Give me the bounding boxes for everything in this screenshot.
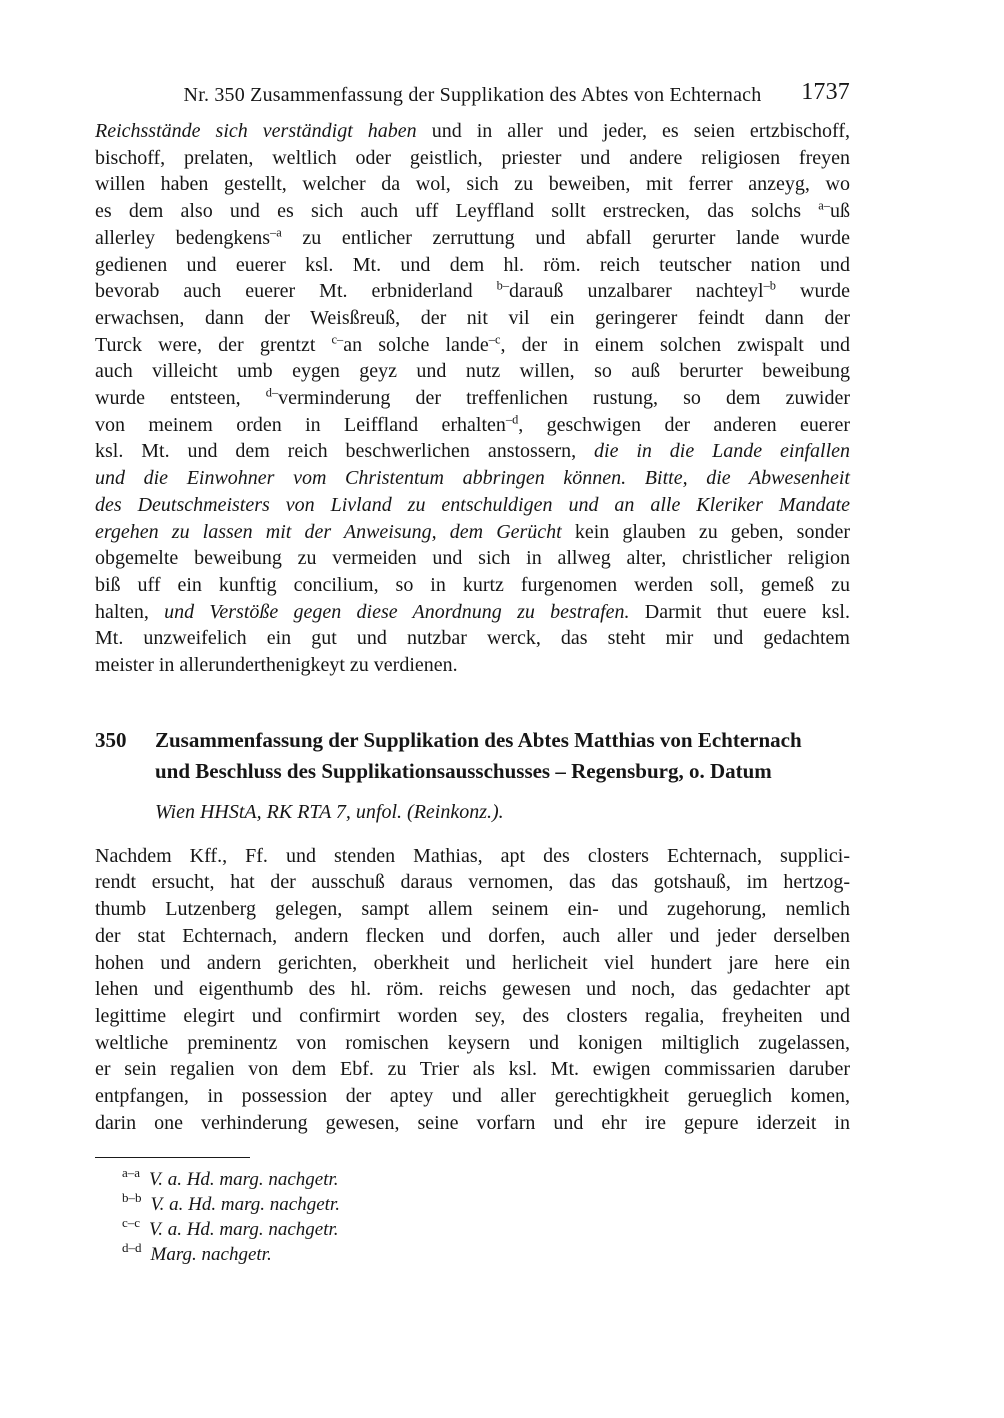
- text-run: verminderung der treffenlichen rustung, so dem zuwider: [278, 387, 850, 410]
- footnote-reference-marker: d–: [265, 385, 279, 400]
- text-line: [95, 1110, 850, 1137]
- text-column: [95, 79, 851, 1267]
- text-run: und in aller und jeder, es seien ertzbischoff,: [416, 120, 850, 142]
- text-run: ksl. Mt. und dem reich beschwerlichen anstossern,: [95, 440, 595, 463]
- text-run: Darmit thut euere ksl.: [629, 600, 850, 623]
- entry-title-line: Zusammenfassung der Supplikation des Abtes Matthias von Echternach: [155, 727, 802, 752]
- running-head: [95, 79, 850, 108]
- footnote-text: V. a. Hd. marg. nachgetr.: [150, 1193, 340, 1215]
- footnote-item: [95, 1242, 850, 1267]
- footnote-reference-marker: c–: [331, 331, 344, 346]
- text-line: [95, 118, 850, 145]
- text-run: , der in einem solchen zwispalt und: [500, 333, 850, 356]
- text-line: [95, 869, 850, 896]
- text-run: an solche lande: [343, 333, 489, 356]
- text-line: [95, 1030, 850, 1057]
- footnote-list: [95, 1167, 850, 1267]
- running-title: Nr. 350 Zusammenfassung der Supplikation des Abtes von Echternach: [183, 84, 762, 106]
- text-run: Mt. unzweifelich ein gut und nutzbar werck, das steht mir und gedachtem: [95, 627, 850, 650]
- footnote-reference-marker: –d: [505, 412, 519, 427]
- text-run: darauß unzalbarer nachteyl: [509, 280, 764, 303]
- footnote-marker: d–d: [122, 1240, 142, 1256]
- text-run: kein glauben zu geben, sonder: [561, 520, 850, 543]
- text-line: [95, 1003, 850, 1030]
- text-line: [95, 465, 850, 492]
- text-line: [95, 305, 850, 332]
- text-line: [95, 843, 850, 870]
- text-run: ergehen zu lassen mit der Anweisung, dem Gerücht: [95, 520, 562, 543]
- footnote-reference-marker: a–: [818, 198, 830, 213]
- footnote-marker: b–b: [122, 1190, 142, 1206]
- text-run: bischoff, prelaten, weltlich oder geistlich, priester und andere religiosen freyen: [95, 146, 850, 169]
- text-run: es dem also und es sich auch uff Leyffland sollt erstrecken, das solchs: [95, 200, 819, 223]
- text-run: halten,: [95, 600, 165, 623]
- entry-title: [155, 725, 850, 787]
- text-line: [95, 171, 850, 198]
- text-run: Nachdem Kff., Ff. und stenden Mathias, apt des closters Echternach, supplici-: [95, 844, 850, 867]
- text-line: [95, 412, 850, 439]
- text-line: [95, 1056, 850, 1083]
- footnote-marker: a–a: [122, 1165, 141, 1181]
- text-line: [95, 923, 850, 950]
- text-run: er sein regalien von dem Ebf. zu Trier als ksl. Mt. ewigen commissarien daruber: [95, 1058, 850, 1081]
- footnote-item: [95, 1192, 850, 1217]
- footnote-reference-marker: –b: [763, 278, 776, 293]
- text-line: [95, 385, 850, 412]
- text-run: entpfangen, in possession der aptey und aller gerechtigkheit gerueglich komen,: [95, 1085, 850, 1108]
- text-run: allerley bedengkens: [95, 226, 271, 249]
- text-line: [95, 278, 850, 305]
- text-run: biß uff ein kunftig concilium, so in kurtz furgenomen werden soll, gemeß zu: [95, 573, 850, 596]
- page-number: 1737: [801, 79, 850, 105]
- text-run: , geschwigen der anderen euerer: [518, 413, 850, 436]
- text-line: [95, 198, 850, 225]
- text-line: [95, 438, 850, 465]
- text-run: uß: [830, 200, 850, 223]
- footnote-reference-marker: b–: [496, 278, 510, 293]
- text-line: [95, 625, 850, 652]
- text-line: [95, 1083, 850, 1110]
- text-run: des Deutschmeisters von Livland zu entschuldigen und an alle Kleriker Mandate: [95, 493, 850, 516]
- text-line: [95, 652, 850, 679]
- footnote-text: V. a. Hd. marg. nachgetr.: [149, 1218, 339, 1240]
- entry-heading: [95, 725, 850, 787]
- footnotes-section: [95, 1157, 850, 1267]
- text-line: [95, 252, 850, 279]
- text-line: [95, 950, 850, 977]
- footnote-reference-marker: –a: [270, 225, 282, 240]
- text-run: thumb Lutzenberg gelegen, sampt allem seinem ein- und zugehorung, nemlich: [95, 898, 850, 921]
- paragraph-summary: [95, 843, 850, 1137]
- paragraph-continuation: [95, 118, 850, 679]
- text-line: [95, 519, 850, 546]
- text-run: und die Einwohner vom Christentum abbringen können. Bitte, die Abwesenheit: [95, 467, 850, 490]
- archival-source-line: Wien HHStA, RK RTA 7, unfol. (Reinkonz.).: [155, 800, 504, 823]
- text-run: legittime elegirt und confirmirt worden sey, des closters regalia, freyheiten und: [95, 1004, 850, 1027]
- text-line: [95, 572, 850, 599]
- text-run: Turck were, der grentzt: [95, 333, 332, 356]
- footnote-separator-rule: [95, 1157, 250, 1158]
- text-run: bevorab auch euerer Mt. erbniderland: [95, 280, 497, 303]
- text-run: weltliche preminentz von romischen keysern und konigen miltiglich zugelassen,: [95, 1031, 850, 1054]
- text-run: Reichsstände sich verständigt haben: [95, 120, 417, 142]
- text-run: hohen und andern gerichten, oberkheit und herlicheit viel hundert jare here ein: [95, 951, 850, 974]
- text-run: auch villeicht umb eygen geyz und nutz willen, so auß berurter beweibung: [95, 360, 850, 383]
- footnote-item: [95, 1167, 850, 1192]
- text-line: [95, 358, 850, 385]
- text-line: [95, 896, 850, 923]
- text-line: [95, 145, 850, 172]
- text-run: wurde entsteen,: [95, 387, 266, 410]
- footnote-text: V. a. Hd. marg. nachgetr.: [149, 1168, 339, 1190]
- text-run: willen haben gestellt, welcher da wol, sich zu beweiben, mit ferrer anzeyg, wo: [95, 173, 850, 196]
- entry-title-line: und Beschluss des Supplikationsausschusses – Regensburg, o. Datum: [155, 758, 772, 783]
- text-run: lehen und eigenthumb des hl. röm. reichs gewesen und noch, das gedachter apt: [95, 978, 850, 1001]
- text-line: [95, 545, 850, 572]
- text-run: zu entlicher zerruttung und abfall gerurter lande wurde: [281, 226, 851, 249]
- text-run: gedienen und euerer ksl. Mt. und dem hl. röm. reich teutscher nation und: [95, 253, 850, 276]
- entry-number: 350: [95, 727, 127, 752]
- text-line: [95, 599, 850, 626]
- text-run: der stat Echternach, andern flecken und dorfen, auch aller und jeder derselben: [95, 924, 850, 947]
- footnote-item: [95, 1217, 850, 1242]
- footnote-text: Marg. nachgetr.: [150, 1243, 272, 1265]
- text-run: obgemelte beweibung zu vermeiden und sich in allweg alter, christlicher religion: [95, 547, 850, 570]
- text-run: und Verstöße gegen diese Anordnung zu bestrafen.: [164, 600, 630, 623]
- text-line: [95, 225, 850, 252]
- text-run: erwachsen, dann der Weisßreuß, der nit vil ein geringerer feindt dann der: [95, 306, 850, 329]
- text-run: darin one verhinderung gewesen, seine vorfarn und ehr ire gepure iderzeit in: [95, 1111, 850, 1134]
- footnote-marker: c–c: [122, 1215, 141, 1231]
- text-line: [95, 492, 850, 519]
- footnote-reference-marker: –c: [488, 331, 501, 346]
- text-line: [95, 332, 850, 359]
- text-run: die in die Lande einfallen: [594, 440, 850, 463]
- text-run: rendt ersucht, hat der ausschuß daraus vernomen, das das gotshauß, im hertzog-: [95, 871, 850, 894]
- text-run: wurde: [776, 280, 850, 303]
- text-run: von meinem orden in Leiffland erhalten: [95, 413, 506, 436]
- text-line: [95, 976, 850, 1003]
- text-run: meister in allerunderthenigkeyt zu verdienen.: [95, 654, 458, 677]
